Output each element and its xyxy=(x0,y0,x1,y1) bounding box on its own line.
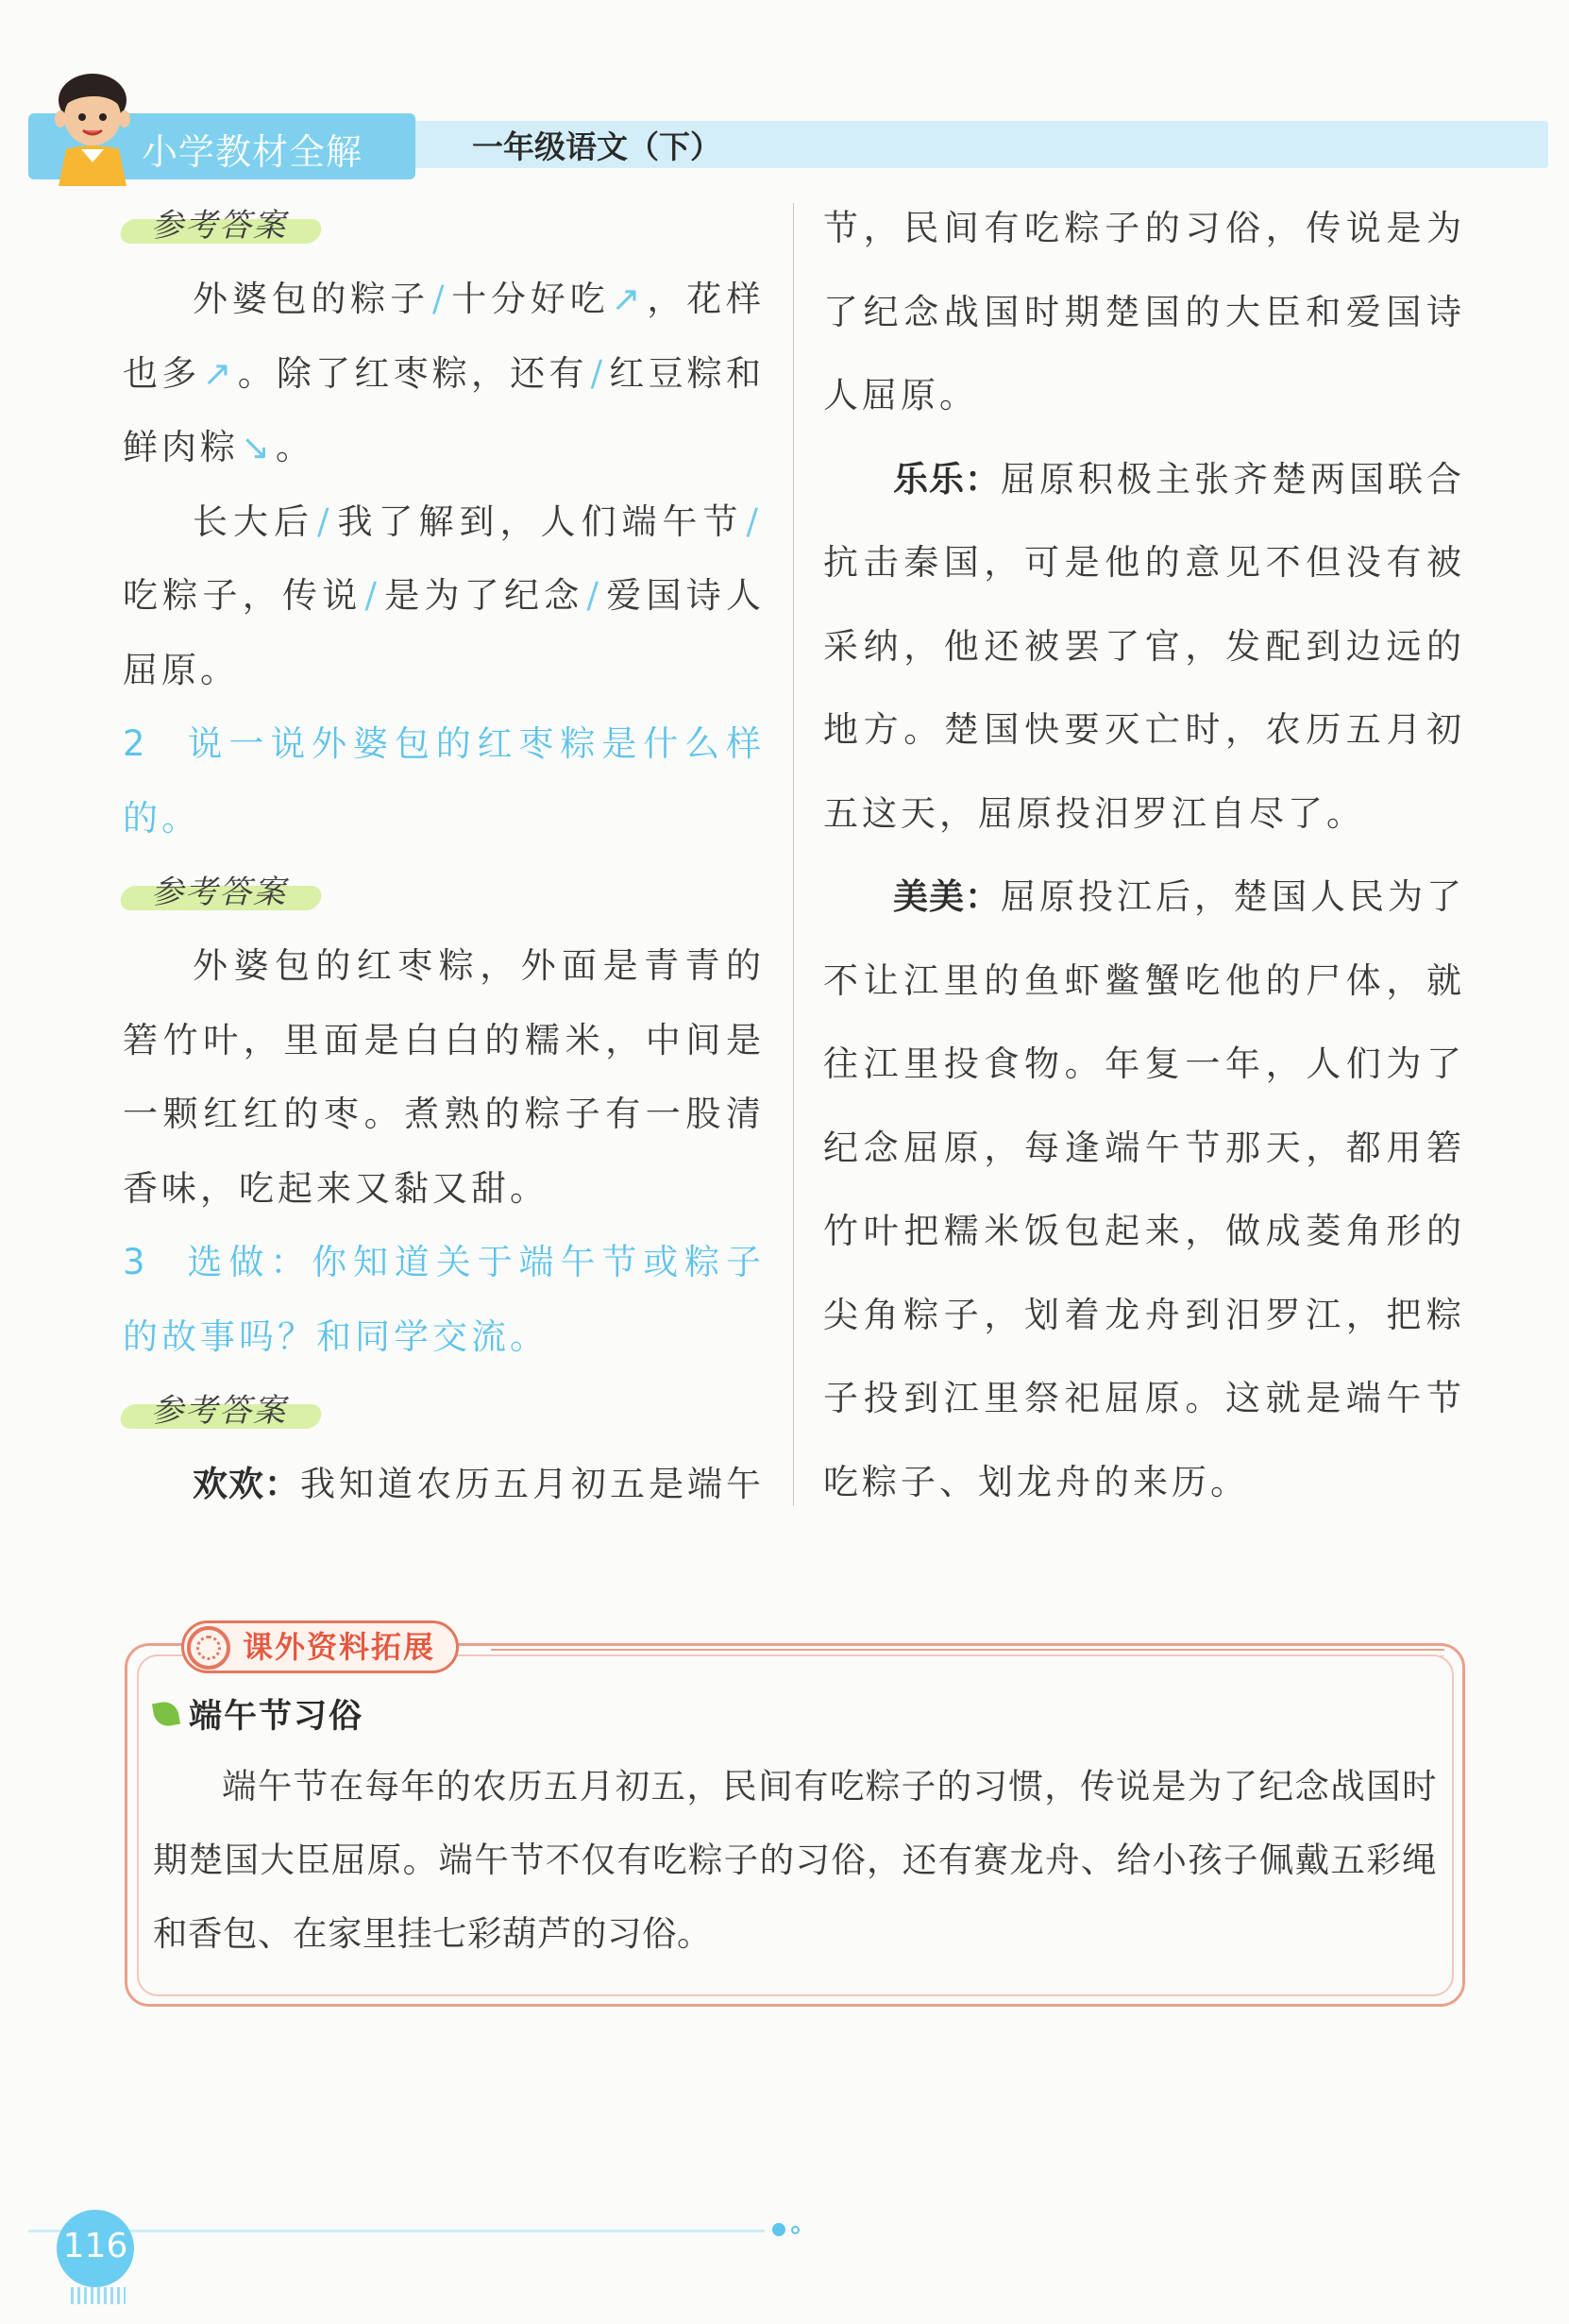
right-column xyxy=(823,187,1465,1524)
extension-top-rule-inner xyxy=(491,1655,1444,1656)
pause-slash-icon: / xyxy=(431,279,448,319)
rising-tone-arrow-icon: ↗ xyxy=(202,352,236,394)
answer-paragraph-2 xyxy=(123,485,765,708)
answer-label-text: 参考答案 xyxy=(151,1392,287,1430)
text-segment: 是为了纪念 xyxy=(383,575,584,616)
text-segment: 红豆粽和鲜肉粽 xyxy=(123,352,766,467)
spiral-ring-inner-icon xyxy=(196,1636,221,1660)
grade-title: 一年级语文（下） xyxy=(472,128,721,165)
answer-paragraph-4 xyxy=(123,1448,765,1522)
answer-label-text: 参考答案 xyxy=(151,207,287,245)
text-segment: 爱国诗人屈原。 xyxy=(123,575,766,690)
pause-slash-icon: / xyxy=(317,500,333,542)
speaker-name: 欢欢： xyxy=(193,1464,300,1504)
falling-tone-arrow-icon: ↘ xyxy=(241,427,275,467)
speaker-text: 我知道农历五月初五是端午 xyxy=(300,1464,765,1504)
text-segment: 吃粽子，传说 xyxy=(123,575,363,616)
text-segment: 外婆包的粽子 xyxy=(193,279,430,319)
footer-ring-icon xyxy=(791,2226,800,2234)
cartoon-boy-icon xyxy=(38,68,146,186)
question-text: 选做：你知道关于端午节或粽子的故事吗？和同学交流。 xyxy=(123,1242,765,1357)
question-3 xyxy=(123,1226,765,1374)
question-number: 3 xyxy=(123,1242,149,1282)
footer-rule xyxy=(28,2230,765,2232)
answer-label-text: 参考答案 xyxy=(151,874,287,911)
answer-paragraph-1 xyxy=(123,263,765,485)
answer-label-2 xyxy=(123,856,321,929)
column-divider xyxy=(793,203,794,1506)
speaker-name: 美美： xyxy=(893,876,1001,917)
text-segment: 十分好吃 xyxy=(450,279,610,319)
extension-body: 端午节在每年的农历五月初五，民间有吃粽子的习惯，传说是为了纪念战国时期楚国大臣屈原。端午节不仅有吃粽子的习俗，还有赛龙舟、给小孩子佩戴五彩绳和香包、在家里挂七彩葫芦的习俗。 xyxy=(153,1766,1437,1954)
answer-paragraph-4-cont: 节，民间有吃粽子的习俗，传说是为了纪念战国时期楚国的大臣和爱国诗人屈原。 xyxy=(823,208,1465,416)
answer-paragraph-5 xyxy=(823,438,1465,857)
text-segment: 。 xyxy=(276,427,315,467)
pause-slash-icon: / xyxy=(590,352,607,394)
pause-slash-icon: / xyxy=(364,575,380,616)
rising-tone-arrow-icon: ↗ xyxy=(611,279,645,319)
question-number: 2 xyxy=(123,723,149,764)
extension-title: 端午节习俗 xyxy=(189,1698,364,1736)
text-segment: 。除了红枣粽，还有 xyxy=(237,352,588,394)
brand-title: 小学教材全解 xyxy=(142,131,363,173)
left-column xyxy=(123,189,765,1522)
page-number: 116 xyxy=(62,2227,128,2265)
speaker-text: 屈原投江后，楚国人民为了不让江里的鱼虾鳖蟹吃他的尸体，就往江里投食物。年复一年，人们为了纪念屈原，每逢端午节那天，都用箬竹叶把糯米饭包起来，做成菱角形的尖角粽子，划着龙舟到汨罗江，把粽子投到江里祭祀屈原。这就是端午节吃粽子、划龙舟的来历。 xyxy=(823,876,1465,1502)
answer-paragraph-3: 外婆包的红枣粽，外面是青青的箬竹叶，里面是白白的糯米，中间是一颗红红的枣。煮熟的粽子有一股清香味，吃起来又黏又甜。 xyxy=(123,945,765,1209)
answer-label-3 xyxy=(123,1374,321,1448)
answer-paragraph-6 xyxy=(823,856,1465,1524)
pause-slash-icon: / xyxy=(746,500,763,542)
text-segment: ，花样也多 xyxy=(123,279,766,394)
page-number-bars xyxy=(71,2287,126,2304)
pause-slash-icon: / xyxy=(586,575,602,616)
extension-tag: 课外资料拓展 xyxy=(181,1620,459,1673)
answer-label-1 xyxy=(123,189,321,263)
footer-dot-icon xyxy=(772,2223,785,2236)
extension-top-rule xyxy=(491,1649,1444,1651)
question-text: 说一说外婆包的红枣粽是什么样的。 xyxy=(123,723,765,839)
question-2 xyxy=(123,707,765,856)
speaker-name: 乐乐： xyxy=(893,458,1001,500)
speaker-text: 屈原积极主张齐楚两国联合抗击秦国，可是他的意见不但没有被采纳，他还被罢了官，发配到边远的地方。楚国快要灭亡时，农历五月初五这天，屈原投汨罗江自尽了。 xyxy=(823,458,1465,834)
text-segment: 我了解到，人们端午节 xyxy=(335,500,744,542)
text-segment: 长大后 xyxy=(193,500,315,542)
